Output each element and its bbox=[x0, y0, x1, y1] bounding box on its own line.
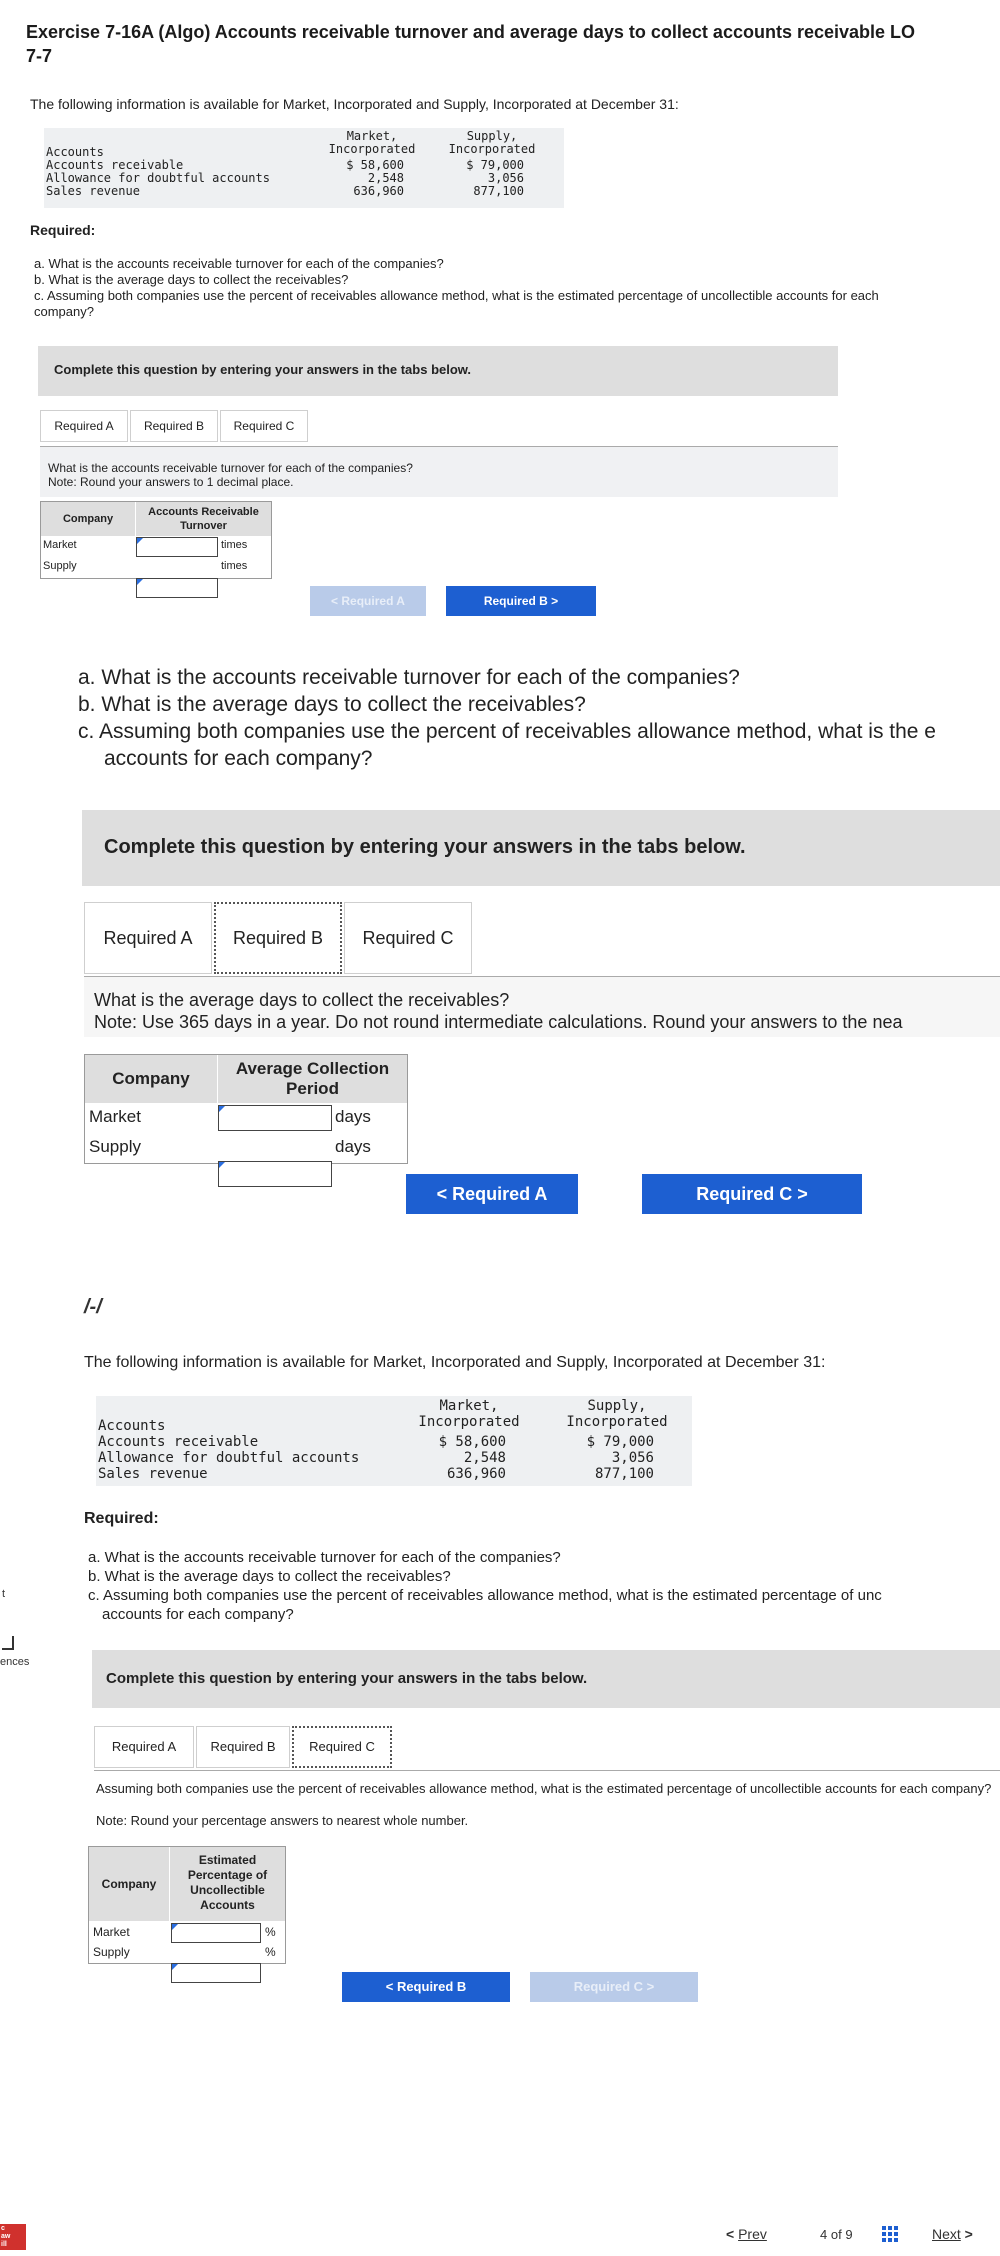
market-value: 2,548 bbox=[463, 1450, 506, 1466]
header-supply: Supply, Incorporated bbox=[448, 129, 536, 156]
chevron-left-icon: < bbox=[331, 594, 342, 608]
chevron-left-icon: < bbox=[436, 1184, 453, 1204]
page-title: Exercise 7-16A (Algo) Accounts receivable turnover and average days to collect accounts receivable LO 7-7 bbox=[26, 22, 916, 66]
supply-value: 3,056 bbox=[611, 1450, 654, 1466]
question-a: a. What is the accounts receivable turnover for each of the companies? bbox=[78, 666, 740, 689]
required-heading: Required: bbox=[30, 222, 96, 238]
tab-required-c[interactable]: Required C bbox=[344, 902, 472, 974]
questions-list bbox=[34, 256, 904, 320]
question-b: b. What is the average days to collect the receivables? bbox=[78, 693, 586, 716]
section-c-note: Note: Round your percentage answers to nearest whole number. bbox=[96, 1813, 469, 1828]
row-company: Market bbox=[93, 1925, 130, 1939]
section-a-question: What is the accounts receivable turnover for each of the companies? bbox=[48, 461, 413, 475]
question-c: c. Assuming both companies use the percent of receivables allowance method, what is the e bbox=[78, 720, 936, 743]
instruction-text: Complete this question by entering your answers in the tabs below. bbox=[106, 1670, 588, 1687]
tab-required-c[interactable]: Required C bbox=[292, 1726, 392, 1768]
supply-collection-input[interactable] bbox=[218, 1161, 332, 1187]
supply-value: $ 79,000 bbox=[586, 1434, 654, 1450]
tab-required-b[interactable]: Required B bbox=[130, 410, 218, 442]
row-company: Market bbox=[89, 1107, 141, 1126]
instruction-bar bbox=[92, 1650, 1000, 1708]
question-c-line2: accounts for each company? bbox=[104, 747, 373, 770]
return-arrow-icon bbox=[2, 1636, 14, 1650]
row-label: Accounts bbox=[98, 1418, 166, 1434]
question-c-line2: accounts for each company? bbox=[102, 1606, 294, 1623]
percentage-table bbox=[88, 1846, 286, 1964]
header-market: Market, Incorporated bbox=[418, 1398, 520, 1430]
row-label: Accounts bbox=[46, 145, 104, 159]
market-value: 636,960 bbox=[353, 184, 404, 198]
question-b: b. What is the average days to collect the receivables? bbox=[34, 272, 349, 287]
col-company: Company bbox=[89, 1847, 169, 1921]
chevron-right-icon: > bbox=[960, 2226, 973, 2242]
section-c-panel bbox=[94, 1770, 1000, 1841]
section-a-note: Note: Round your answers to 1 decimal place. bbox=[48, 475, 294, 489]
turnover-table bbox=[40, 501, 272, 579]
col-turnover: Accounts Receivable Turnover bbox=[136, 502, 271, 536]
market-value: 636,960 bbox=[446, 1466, 506, 1482]
market-value: 2,548 bbox=[367, 171, 404, 185]
market-value: $ 58,600 bbox=[438, 1434, 506, 1450]
publisher-logo: c aw ill bbox=[0, 2224, 26, 2250]
next-required-c-button[interactable]: Required C > bbox=[530, 1972, 698, 2002]
market-percentage-input[interactable] bbox=[171, 1923, 261, 1943]
tab-required-a[interactable]: Required A bbox=[84, 902, 212, 974]
question-c: c. Assuming both companies use the percent of receivables allowance method, what is the estimated percentage of unc bbox=[88, 1587, 882, 1604]
section-b-panel bbox=[84, 976, 1000, 1037]
sidebar-references[interactable]: ences bbox=[0, 1656, 30, 1668]
instruction-bar bbox=[38, 346, 838, 396]
col-company: Company bbox=[41, 502, 135, 536]
col-company: Company bbox=[85, 1055, 217, 1103]
market-value: $ 58,600 bbox=[346, 158, 404, 172]
row-label: Accounts receivable bbox=[46, 158, 184, 172]
row-label: Sales revenue bbox=[46, 184, 140, 198]
unit: % bbox=[265, 1945, 276, 1959]
row-label: Allowance for doubtful accounts bbox=[46, 171, 270, 185]
next-page-link[interactable]: Next > bbox=[932, 2226, 973, 2242]
intro-text: The following information is available for Market, Incorporated and Supply, Incorporated at December 31: bbox=[84, 1354, 826, 1371]
col-estimated-percentage: Estimated Percentage of Uncollectible Accounts bbox=[170, 1847, 285, 1921]
row-company: Supply bbox=[89, 1137, 141, 1156]
data-table bbox=[96, 1396, 692, 1486]
questions-list bbox=[88, 1548, 1000, 1624]
page-indicator: 4 of 9 bbox=[820, 2227, 853, 2242]
supply-value: $ 79,000 bbox=[466, 158, 524, 172]
row-label: Accounts receivable bbox=[98, 1434, 259, 1450]
section-b-question: What is the average days to collect the receivables? bbox=[94, 990, 510, 1010]
instruction-bar bbox=[82, 810, 1000, 886]
next-required-b-button[interactable]: Required B > bbox=[446, 586, 596, 616]
collection-table bbox=[84, 1054, 408, 1164]
question-a: a. What is the accounts receivable turnover for each of the companies? bbox=[88, 1549, 561, 1566]
unit: times bbox=[221, 560, 248, 572]
chevron-left-icon: < bbox=[385, 1979, 397, 1994]
supply-value: 877,100 bbox=[594, 1466, 654, 1482]
row-company: Supply bbox=[93, 1945, 130, 1959]
questions-list-large bbox=[78, 664, 1000, 772]
supply-turnover-input[interactable] bbox=[136, 578, 218, 598]
row-company: Supply bbox=[43, 560, 77, 572]
header-market: Market, Incorporated bbox=[328, 129, 416, 156]
sidebar-fragment: t bbox=[2, 1588, 6, 1600]
chevron-left-icon: < bbox=[726, 2226, 739, 2242]
market-collection-input[interactable] bbox=[218, 1105, 332, 1131]
prev-required-a-button[interactable]: < Required A bbox=[406, 1174, 578, 1214]
section-c-question: Assuming both companies use the percent of receivables allowance method, what is the estimated percentage of uncollectible accounts for each company? bbox=[96, 1781, 992, 1796]
unit: times bbox=[221, 539, 248, 551]
header-supply: Supply, Incorporated bbox=[566, 1398, 668, 1430]
section-a-panel bbox=[40, 446, 838, 497]
tab-required-a[interactable]: Required A bbox=[94, 1726, 194, 1768]
tab-required-b[interactable]: Required B bbox=[196, 1726, 290, 1768]
intro-text: The following information is available for Market, Incorporated and Supply, Incorporated at December 31: bbox=[30, 96, 679, 112]
supply-percentage-input[interactable] bbox=[171, 1963, 261, 1983]
unit: % bbox=[265, 1925, 276, 1939]
prev-required-b-button[interactable]: < Required B bbox=[342, 1972, 510, 2002]
prev-page-link[interactable]: < Prev bbox=[726, 2226, 767, 2242]
instruction-text: Complete this question by entering your answers in the tabs below. bbox=[54, 362, 472, 377]
tab-required-c[interactable]: Required C bbox=[220, 410, 308, 442]
chevron-right-icon: > bbox=[547, 594, 559, 608]
row-company: Market bbox=[43, 539, 77, 551]
required-heading: Required: bbox=[84, 1510, 159, 1527]
market-turnover-input[interactable] bbox=[136, 537, 218, 557]
section-b-note: Note: Use 365 days in a year. Do not round intermediate calculations. Round your answers to the nea bbox=[94, 1012, 903, 1032]
row-label: Sales revenue bbox=[98, 1466, 208, 1482]
grid-menu-icon[interactable] bbox=[882, 2226, 898, 2242]
instruction-text: Complete this question by entering your answers in the tabs below. bbox=[104, 836, 746, 858]
unit: days bbox=[335, 1137, 371, 1156]
chevron-right-icon: > bbox=[643, 1979, 655, 1994]
data-table bbox=[44, 128, 564, 208]
tab-required-b[interactable]: Required B bbox=[214, 902, 342, 974]
prev-required-a-button[interactable]: < Required A bbox=[310, 586, 426, 616]
question-a: a. What is the accounts receivable turnover for each of the companies? bbox=[34, 256, 444, 271]
supply-value: 3,056 bbox=[487, 171, 524, 185]
handwritten-mark: /-/ bbox=[84, 1296, 102, 1318]
chevron-right-icon: > bbox=[792, 1184, 808, 1204]
col-collection-period: Average Collection Period bbox=[218, 1055, 407, 1103]
question-b: b. What is the average days to collect the receivables? bbox=[88, 1568, 451, 1585]
question-c: c. Assuming both companies use the percent of receivables allowance method, what is the estimated percentage of uncollectible accounts for each company? bbox=[34, 288, 879, 319]
supply-value: 877,100 bbox=[473, 184, 524, 198]
row-label: Allowance for doubtful accounts bbox=[98, 1450, 360, 1466]
next-required-c-button[interactable]: Required C > bbox=[642, 1174, 862, 1214]
unit: days bbox=[335, 1107, 371, 1126]
tab-required-a[interactable]: Required A bbox=[40, 410, 128, 442]
